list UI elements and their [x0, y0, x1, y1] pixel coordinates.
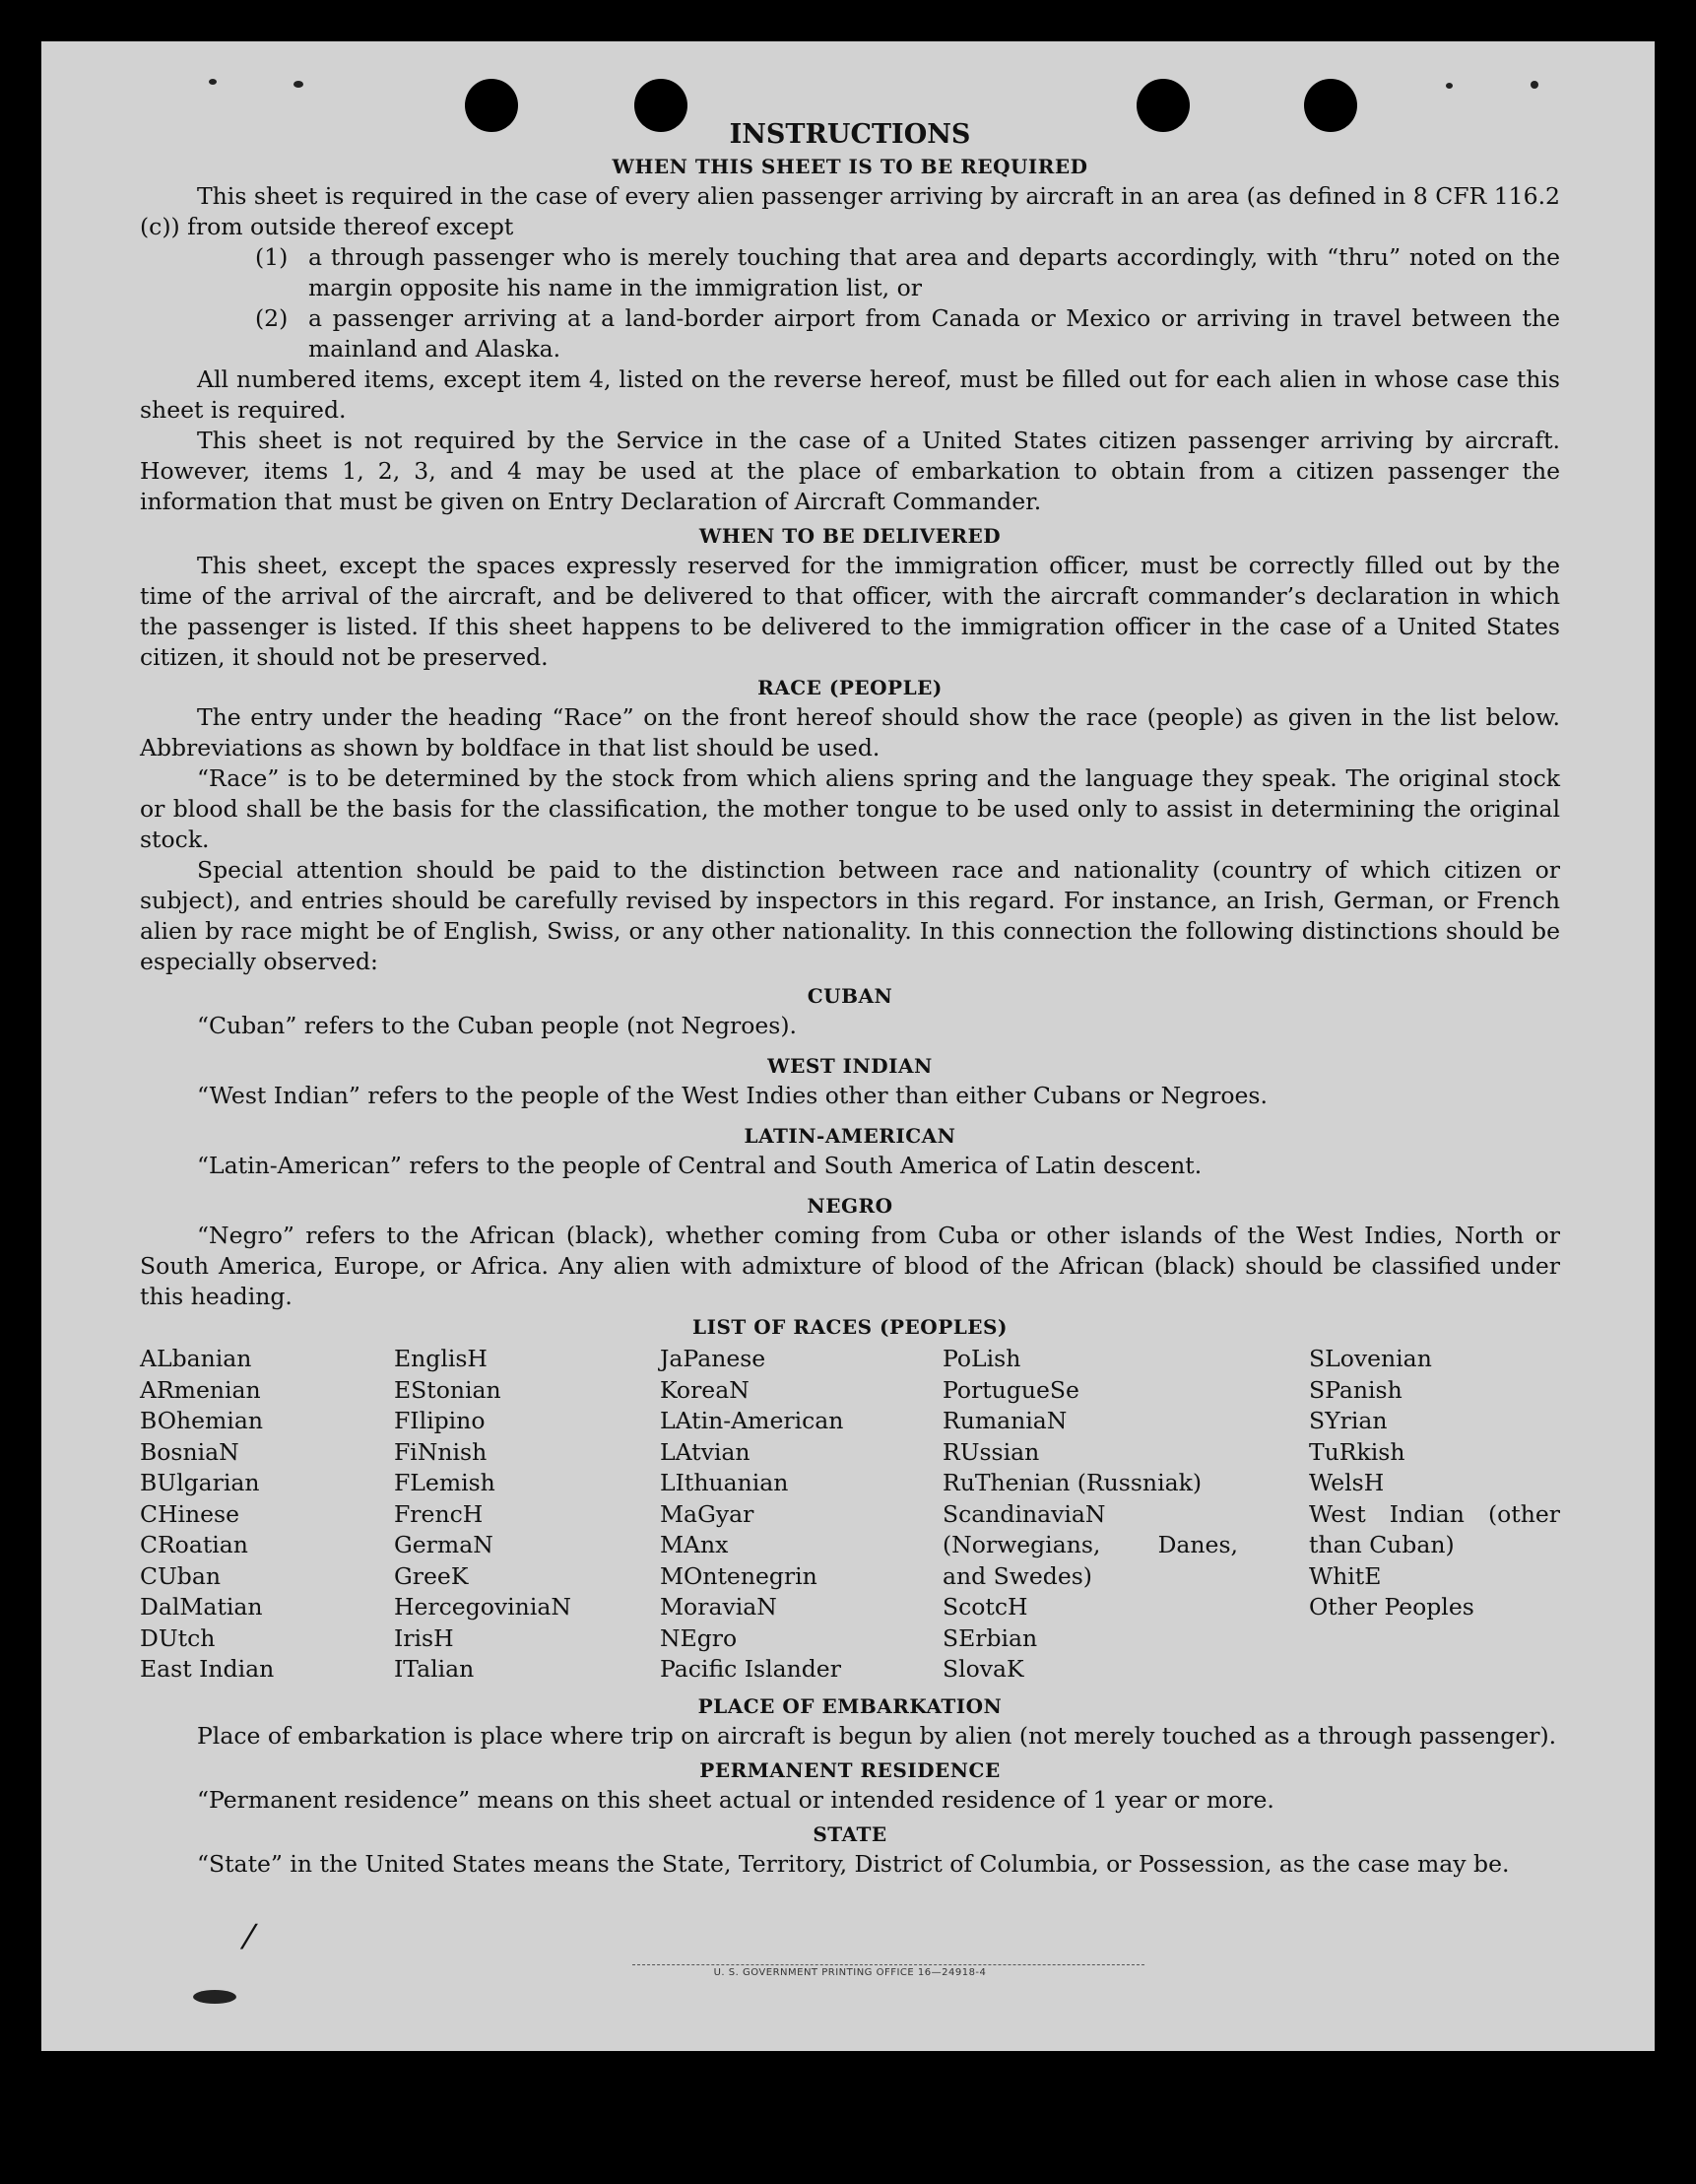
- race-item: ITalian: [394, 1655, 475, 1683]
- race-item: DUtch: [140, 1623, 216, 1652]
- paragraph: “Cuban” refers to the Cuban people (not Negroes).: [197, 1012, 798, 1039]
- item-number: (1): [255, 243, 289, 271]
- scan-speck: [209, 79, 217, 85]
- section-heading-list-of-races: LIST OF RACES (PEOPLES): [692, 1315, 1008, 1339]
- race-item: CUban: [140, 1561, 221, 1590]
- section-heading-state: STATE: [813, 1821, 887, 1846]
- race-item: LIthuanian: [660, 1469, 789, 1496]
- paragraph: “Latin-American” refers to the people of Central and South America of Latin descent.: [197, 1152, 1203, 1179]
- race-item: TuRkish: [1309, 1437, 1405, 1466]
- race-item: IrisH: [394, 1623, 454, 1652]
- race-item: GermaN: [394, 1531, 493, 1558]
- race-column: [394, 1344, 660, 1686]
- race-item: EnglisH: [394, 1345, 488, 1372]
- paragraph: Place of embarkation is place where trip on aircraft is begun by alien (not merely touched as a through passenger).: [197, 1721, 1557, 1750]
- race-item: CHinese: [140, 1499, 239, 1528]
- section-heading-when-delivered: WHEN TO BE DELIVERED: [698, 524, 1002, 548]
- section-heading-latin-american: LATIN-AMERICAN: [744, 1124, 956, 1148]
- race-item: BUlgarian: [140, 1469, 260, 1496]
- race-item: FiNnish: [394, 1437, 488, 1466]
- race-item: RuThenian (Russniak): [943, 1469, 1202, 1496]
- race-item: MoraviaN: [660, 1593, 777, 1621]
- scan-speck: [193, 1990, 236, 2004]
- race-item: PoLish: [943, 1345, 1021, 1372]
- race-item: HercegoviniaN: [394, 1593, 571, 1621]
- race-item: MOntenegrin: [660, 1561, 817, 1590]
- race-item: MAnx: [660, 1531, 729, 1558]
- paragraph: “Race” is to be determined by the stock from which aliens spring and the language they speak. The original stock or blood shall be the basis for the classification, the mother tongue to be used only to assist in determining the original stock.: [140, 764, 1560, 853]
- printing-office-footer: U. S. GOVERNMENT PRINTING OFFICE 16—24918-4: [713, 1967, 987, 1978]
- paragraph: All numbered items, except item 4, listed on the reverse hereof, must be filled out for each alien in whose case this sheet is required.: [140, 365, 1560, 424]
- race-item: BosniaN: [140, 1437, 239, 1466]
- race-item: CRoatian: [140, 1531, 248, 1558]
- paragraph: “Permanent residence” means on this sheet actual or intended residence of 1 year or more.: [197, 1785, 1274, 1814]
- race-column: [1309, 1344, 1560, 1686]
- race-item: RUssian: [943, 1437, 1040, 1466]
- race-item: Pacific Islander: [660, 1655, 841, 1683]
- paragraph: The entry under the heading “Race” on the front hereof should show the race (people) as given in the list below. Abbreviations as shown by boldface in that list should be used.: [140, 703, 1560, 761]
- section-heading-place-of-embarkation: PLACE OF EMBARKATION: [697, 1693, 1003, 1718]
- race-item: PortugueSe: [943, 1375, 1079, 1404]
- race-column: [140, 1344, 394, 1686]
- scan-speck: [1531, 81, 1538, 89]
- race-item: SPanish: [1309, 1375, 1402, 1404]
- race-item: GreeK: [394, 1561, 469, 1590]
- item-number: (2): [255, 304, 289, 332]
- section-heading-permanent-residence: PERMANENT RESIDENCE: [699, 1757, 1001, 1782]
- section-heading-negro: NEGRO: [807, 1194, 893, 1218]
- race-item: East Indian: [140, 1655, 275, 1683]
- page-title: INSTRUCTIONS: [729, 119, 971, 150]
- race-item: FrencH: [394, 1499, 484, 1528]
- paragraph: This sheet is not required by the Service in the case of a United States citizen passenger arriving by aircraft. However, items 1, 2, 3, and 4 may be used at the place of embarkation to obtain from a citizen passenger the information that must be given on Entry Declaration of Aircraft Commander.: [140, 427, 1560, 515]
- instructions-body: [140, 118, 1560, 1880]
- race-item: JaPanese: [660, 1345, 766, 1372]
- race-item: ScandinaviaN (Norwegians, Danes, and Swedes): [943, 1499, 1238, 1590]
- race-item: SErbian: [943, 1623, 1038, 1652]
- race-item: BOhemian: [140, 1407, 263, 1434]
- paragraph: This sheet is required in the case of every alien passenger arriving by aircraft in an area (as defined in 8 CFR 116.2 (c)) from outside thereof except: [140, 182, 1560, 240]
- race-item: MaGyar: [660, 1499, 754, 1528]
- paragraph: “Negro” refers to the African (black), whether coming from Cuba or other islands of the West Indies, North or South America, Europe, or Africa. Any alien with admixture of blood of the African (black) should be classified under this heading.: [140, 1222, 1560, 1310]
- race-item: NEgro: [660, 1623, 738, 1652]
- race-item: KoreaN: [660, 1375, 750, 1404]
- section-heading-race: RACE (PEOPLE): [757, 676, 943, 699]
- race-item: Other Peoples: [1309, 1593, 1474, 1621]
- scan-speck: [1446, 83, 1453, 89]
- race-item: WhitE: [1309, 1561, 1382, 1590]
- race-item: FLemish: [394, 1469, 495, 1496]
- race-item: ScotcH: [943, 1593, 1028, 1621]
- race-item: EStonian: [394, 1375, 501, 1404]
- section-heading-when-required: WHEN THIS SHEET IS TO BE REQUIRED: [612, 155, 1088, 178]
- race-list-table: [140, 1344, 1560, 1686]
- numbered-item: [140, 242, 1560, 303]
- document-sheet: [41, 41, 1655, 2051]
- race-item: ARmenian: [140, 1375, 261, 1404]
- section-heading-west-indian: WEST INDIAN: [767, 1054, 933, 1078]
- item-text: a passenger arriving at a land-border airport from Canada or Mexico or arriving in travel between the mainland and Alaska.: [308, 304, 1560, 363]
- race-item: DalMatian: [140, 1593, 263, 1621]
- item-text: a through passenger who is merely touching that area and departs accordingly, with “thru” noted on the margin opposite his name in the immigration list, or: [308, 243, 1560, 301]
- race-item: LAtin-American: [660, 1407, 844, 1434]
- section-heading-cuban: CUBAN: [807, 984, 893, 1008]
- numbered-item: [140, 303, 1560, 364]
- race-item: RumaniaN: [943, 1407, 1068, 1434]
- footer-rule: [632, 1964, 1144, 1965]
- paragraph: “State” in the United States means the State, Territory, District of Columbia, or Possession, as the case may be.: [197, 1849, 1510, 1878]
- paragraph: Special attention should be paid to the distinction between race and nationality (country of which citizen or subject), and entries should be carefully revised by inspectors in this regard. For instance, an Irish, German, or French alien by race might be of English, Swiss, or any other nationality. In this connection the following distinctions should be especially observed:: [140, 856, 1560, 975]
- race-item: West Indian (other than Cuban): [1309, 1499, 1560, 1558]
- pen-mark: ⁄: [246, 1918, 252, 1957]
- race-item: FIlipino: [394, 1407, 486, 1434]
- race-item: ALbanian: [140, 1345, 252, 1372]
- race-column: [943, 1344, 1309, 1686]
- race-item: SYrian: [1309, 1407, 1388, 1434]
- race-item: WelsH: [1309, 1469, 1385, 1496]
- paragraph: “West Indian” refers to the people of the West Indies other than either Cubans or Negroes.: [197, 1082, 1268, 1109]
- race-item: LAtvian: [660, 1437, 750, 1466]
- race-item: SlovaK: [943, 1655, 1024, 1683]
- race-item: SLovenian: [1309, 1345, 1432, 1372]
- scan-speck: [294, 81, 303, 88]
- paragraph: This sheet, except the spaces expressly reserved for the immigration officer, must be correctly filled out by the time of the arrival of the aircraft, and be delivered to that officer, with the aircraft commander’s declaration in which the passenger is listed. If this sheet happens to be delivered to the immigration officer in the case of a United States citizen, it should not be preserved.: [140, 552, 1560, 671]
- race-column: [660, 1344, 943, 1686]
